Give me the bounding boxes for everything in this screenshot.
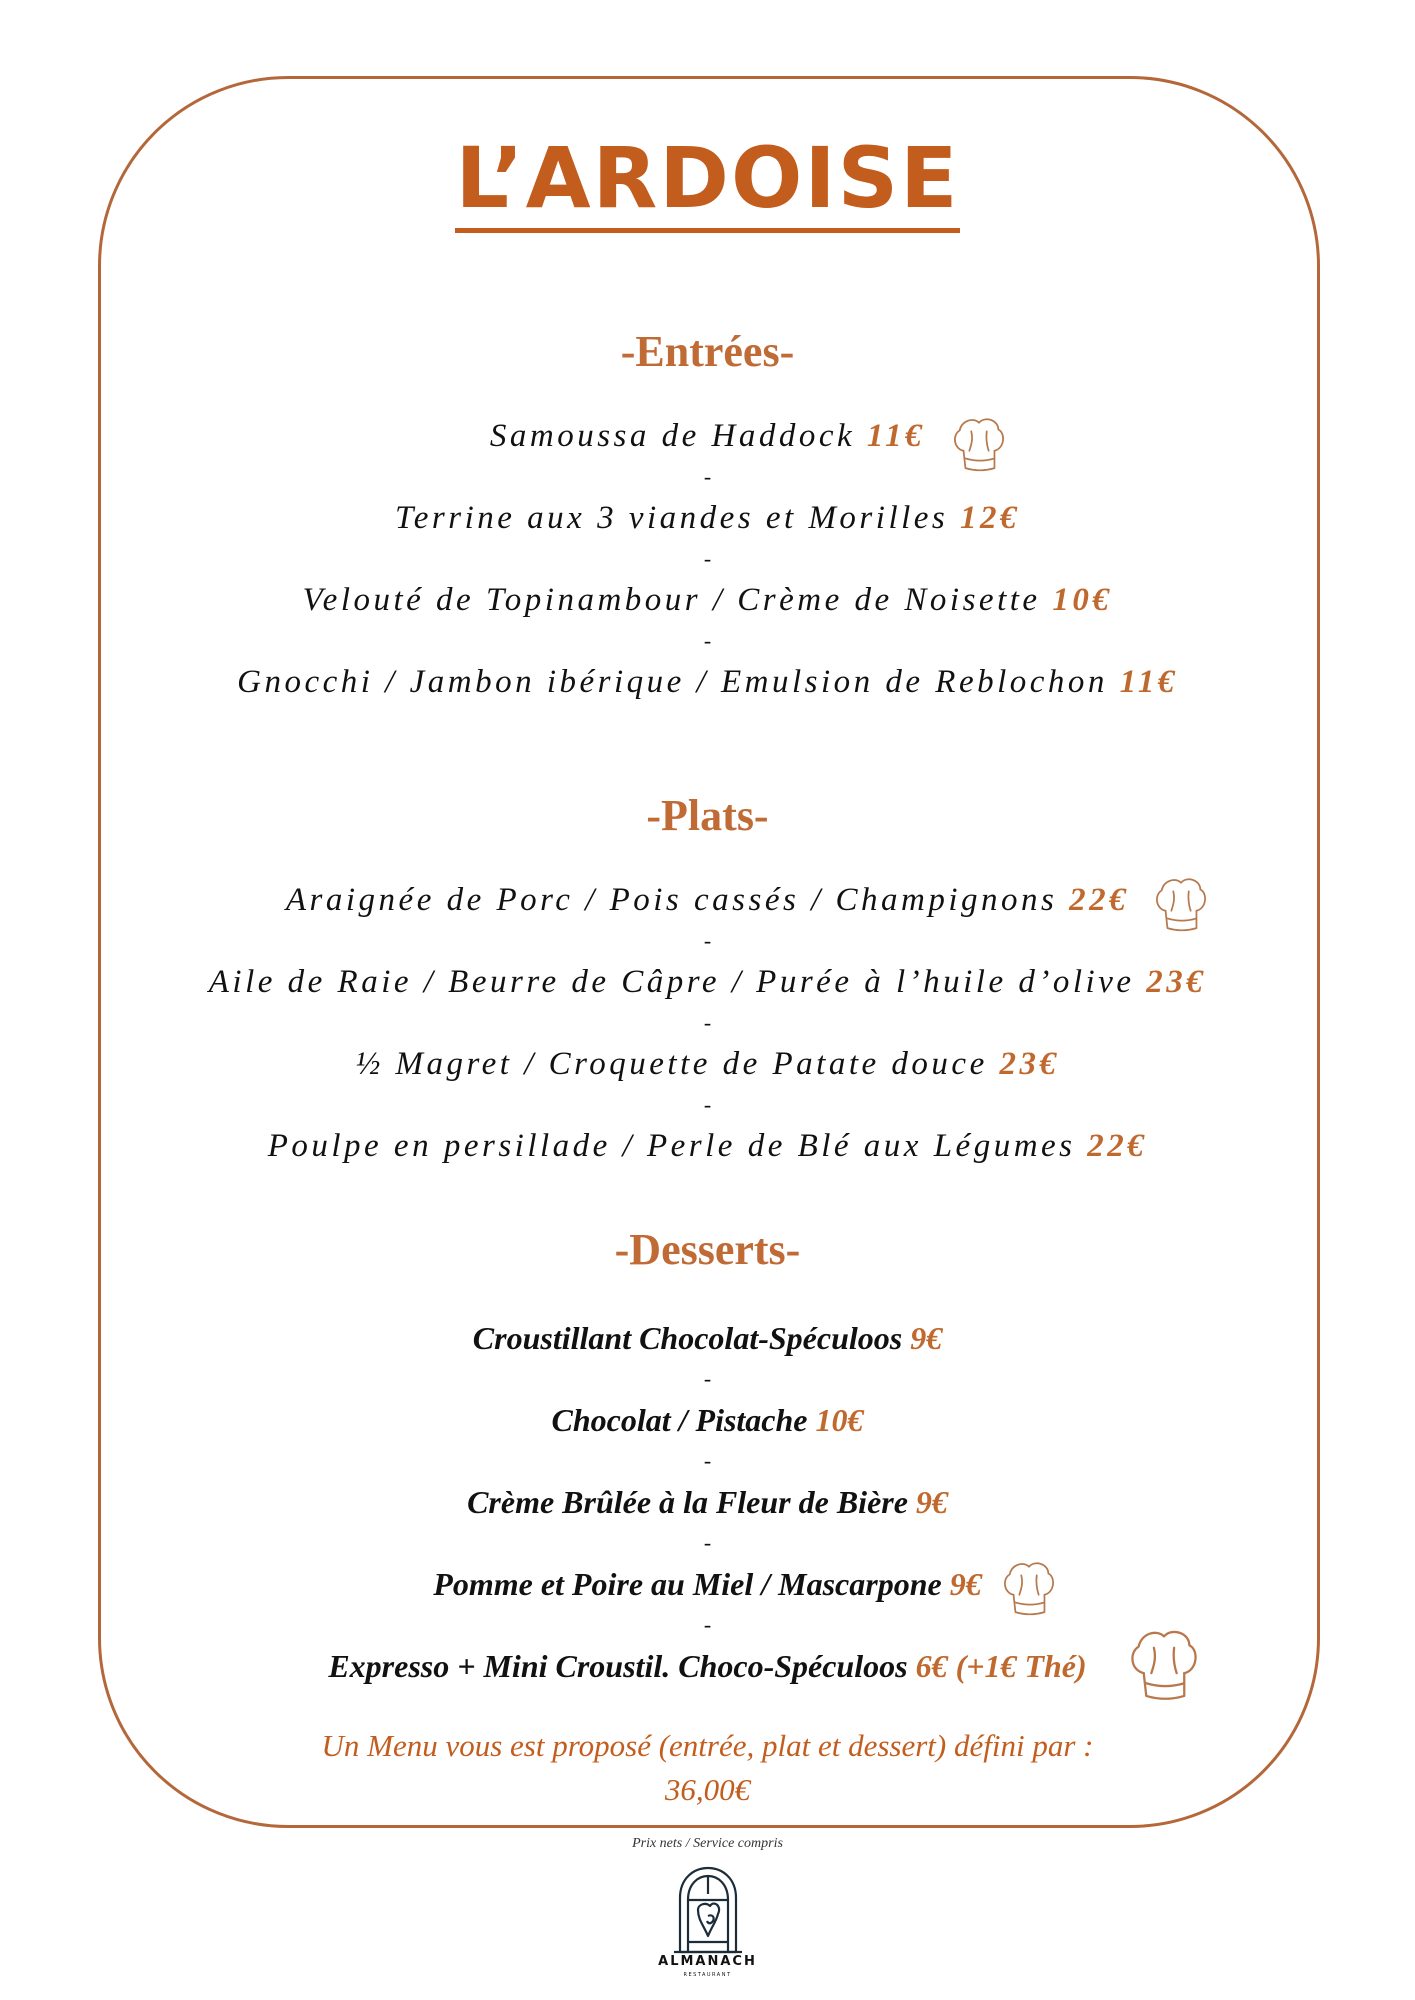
brand-name: ALMANACH [658,1954,757,1969]
arched-window-logo-icon [668,1864,748,1956]
dessert-item [0,1568,1415,1600]
item-price: 11€ [1119,664,1178,700]
item-name: Croustillant Chocolat-Spéculoos [472,1320,903,1356]
prices-footnote: Prix nets / Service compris [632,1836,783,1851]
separator: - [703,464,712,489]
item-price: 10€ [815,1402,864,1438]
item-name: Terrine aux 3 viandes et Morilles [394,500,949,536]
chef-hat-icon [1126,1622,1202,1704]
plat-item [0,1130,1415,1163]
dessert-item [0,1404,1415,1436]
item-name: Velouté de Topinambour / Crème de Noisette [302,582,1041,618]
separator: - [703,546,712,571]
item-name: ½ Magret / Croquette de Patate douce [355,1046,988,1082]
chef-hat-icon [1152,872,1210,934]
item-price: 23€ [1146,964,1207,1000]
item-name: Aile de Raie / Beurre de Câpre / Purée à l’huile d’olive [208,964,1135,1000]
item-name: Crème Brûlée à la Fleur de Bière [467,1484,908,1520]
item-price: 12€ [960,500,1021,536]
separator: - [703,1366,712,1391]
menu-title: L’ARDOISE [0,136,1415,233]
item-price: 22€ [1087,1128,1148,1164]
separator: - [703,1010,712,1035]
item-price: 23€ [999,1046,1060,1082]
separator: - [703,628,712,653]
item-price: 9€ [915,1484,948,1520]
item-price: 22€ [1069,882,1130,918]
item-name: Gnocchi / Jambon ibérique / Emulsion de Reblochon [237,664,1108,700]
dessert-item [0,1322,1415,1354]
item-name: Pomme et Poire au Miel / Mascarpone [433,1566,942,1602]
item-name: Poulpe en persillade / Perle de Blé aux Légumes [267,1128,1076,1164]
plat-item [0,1048,1415,1081]
item-name: Samoussa de Haddock [489,418,856,454]
entree-item [0,420,1415,453]
item-price: 10€ [1052,582,1113,618]
dessert-item [0,1650,1415,1682]
dessert-item [0,1486,1415,1518]
item-price: 11€ [866,418,926,454]
item-name: Araignée de Porc / Pois cassés / Champignons [285,882,1058,918]
separator: - [703,1092,712,1117]
section-title-entrees: -Entrées- [620,327,795,376]
entree-item [0,584,1415,617]
section-title-plats: -Plats- [646,791,769,840]
entree-item [0,502,1415,535]
menu-note-line1: Un Menu vous est proposé (entrée, plat et dessert) défini par : [321,1728,1094,1763]
separator: - [703,1530,712,1555]
brand-subtitle: RESTAURANT [683,1972,732,1978]
chef-hat-icon [950,412,1008,474]
separator: - [703,1448,712,1473]
entree-item [0,666,1415,699]
item-name: Chocolat / Pistache [551,1402,808,1438]
separator: - [703,928,712,953]
separator: - [703,1612,712,1637]
menu-note-price: 36,00€ [664,1772,751,1807]
section-title-desserts: -Desserts- [614,1225,801,1274]
item-price: 9€ [949,1566,982,1602]
item-price: 9€ [910,1320,943,1356]
plat-item [0,966,1415,999]
item-price: 6€ (+1€ Thé) [915,1648,1087,1684]
chef-hat-icon [1000,1556,1058,1618]
item-name: Expresso + Mini Croustil. Choco-Spéculoos [328,1648,908,1684]
